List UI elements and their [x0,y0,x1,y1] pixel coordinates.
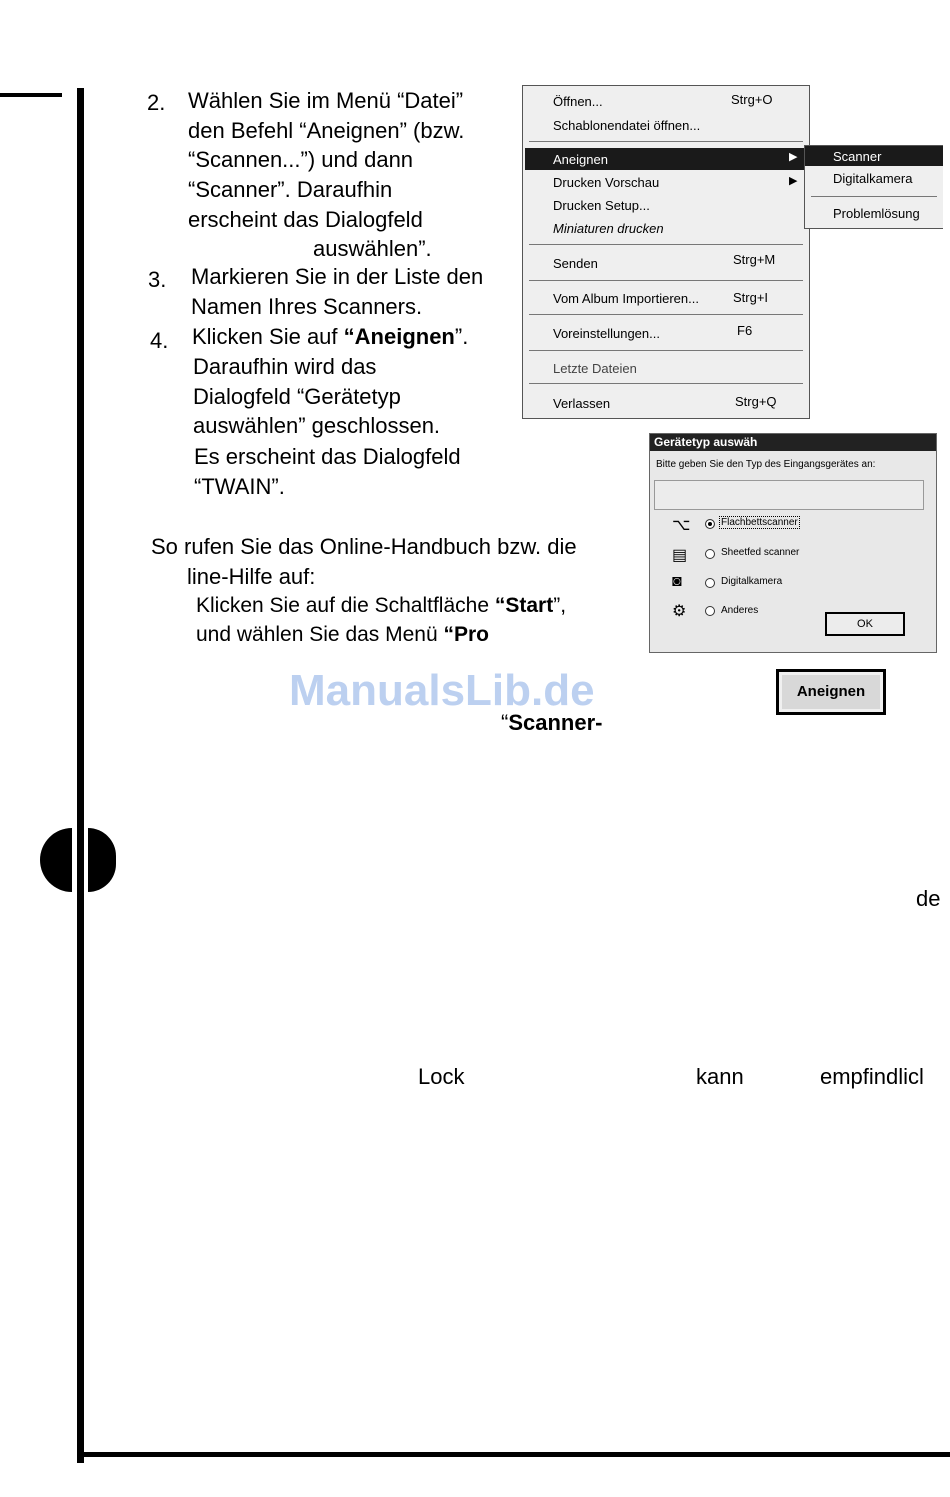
radio-sheetfed[interactable] [705,549,715,559]
digital-camera-icon: ◙ [672,573,682,590]
step-2-line-6: auswählen”. [313,236,432,261]
menu-item-send[interactable]: Senden [553,256,598,271]
device-type-dialog [649,433,937,653]
menu-item-exit[interactable]: Verlassen [553,396,611,411]
submenu-item-digitalkamera[interactable]: Digitalkamera [833,171,913,186]
menu-item-recent-files[interactable]: Letzte Dateien [553,361,637,376]
menu-shortcut-send: Strg+M [733,252,776,267]
menu-item-template[interactable]: Schablonendatei öffnen... [553,118,701,133]
fragment-lock: Lock [418,1064,465,1089]
fragment-kann: kann [696,1064,744,1089]
step-2-line-5: erscheint das Dialogfeld [188,207,423,232]
step-3-line-2: Namen Ihres Scanners. [191,294,423,319]
menu-shortcut-preferences: F6 [737,323,753,338]
step-4-line-4: auswählen” geschlossen. [193,413,441,438]
sheetfed-scanner-icon: ▤ [672,547,688,564]
option-anderes[interactable]: Anderes [721,605,759,616]
online-help-line-3: Klicken Sie auf die Schaltfläche “Start”, [196,594,567,617]
online-help-line-2: line-Hilfe auf: [187,564,316,589]
menu-item-aneignen[interactable]: Aneignen [553,152,608,167]
step-4-number: 4. [150,328,169,353]
other-device-icon: ⚙ [672,603,687,620]
option-sheetfed[interactable]: Sheetfed scanner [721,547,800,558]
step-3-line-1: Markieren Sie in der Liste den [191,264,484,289]
watermark: ManualsLib.de [289,666,595,715]
thumb-tab-left [40,828,72,892]
step-4-line-3: Dialogfeld “Gerätetyp [193,384,401,409]
step-2-line-1: Wählen Sie im Menü “Datei” [188,88,464,113]
option-flatbed[interactable]: Flachbettscanner [721,517,798,528]
radio-digitalkamera[interactable] [705,578,715,588]
chevron-right-icon: ▶ [789,175,798,187]
step-4-line-2: Daraufhin wird das [193,354,377,379]
left-vertical-rule [77,88,84,1463]
step-2-number: 2. [147,90,166,115]
online-help-line-1: So rufen Sie das Online-Handbuch bzw. die [151,534,577,559]
step-2-line-2: den Befehl “Aneignen” (bzw. [188,118,465,143]
step-4-line-5: Es erscheint das Dialogfeld [194,444,461,469]
aneignen-submenu [804,145,943,229]
menu-item-import-album[interactable]: Vom Album Importieren... [553,291,699,306]
bottom-rule [77,1452,950,1457]
menu-item-print-preview[interactable]: Drucken Vorschau [553,175,660,190]
step-3-number: 3. [148,267,167,292]
file-menu [522,85,810,419]
flatbed-scanner-icon: ⌥ [672,517,691,534]
step-2-line-3: “Scannen...”) und dann [188,147,414,172]
submenu-item-problemloesung[interactable]: Problemlösung [833,206,920,221]
menu-shortcut-exit: Strg+Q [735,394,777,409]
menu-item-print-setup[interactable]: Drucken Setup... [553,198,650,213]
top-left-rule [0,93,62,97]
radio-anderes[interactable] [705,606,715,616]
aneignen-button[interactable]: Aneignen [776,669,886,715]
step-4-line-6: “TWAIN”. [194,474,285,499]
menu-item-print-thumbnails[interactable]: Miniaturen drucken [553,221,664,236]
step-4-line-1: Klicken Sie auf “Aneignen”. [192,324,469,349]
menu-shortcut-open: Strg+O [731,92,773,107]
dialog-title: Gerätetyp auswäh [650,434,936,451]
dialog-prompt: Bitte geben Sie den Typ des Eingangsgerätes an: [656,459,876,470]
thumb-tab-right [88,828,116,892]
radio-flatbed[interactable] [705,519,715,529]
step-2-line-4: “Scanner”. Daraufhin [188,177,393,202]
menu-shortcut-import: Strg+I [733,290,769,305]
dialog-ok-button[interactable]: OK [825,612,905,636]
fragment-empfindlich: empfindlicl [820,1064,924,1089]
dialog-list-frame [654,480,924,510]
scanner-fragment: “Scanner- [501,710,603,735]
menu-item-open[interactable]: Öffnen... [553,94,603,109]
chevron-right-icon: ▶ [789,151,798,163]
fragment-de: de [916,886,941,911]
submenu-item-scanner[interactable]: Scanner [833,149,882,164]
online-help-line-4: und wählen Sie das Menü “Pro [196,623,490,646]
option-digitalkamera[interactable]: Digitalkamera [721,576,783,587]
menu-item-preferences[interactable]: Voreinstellungen... [553,326,660,341]
